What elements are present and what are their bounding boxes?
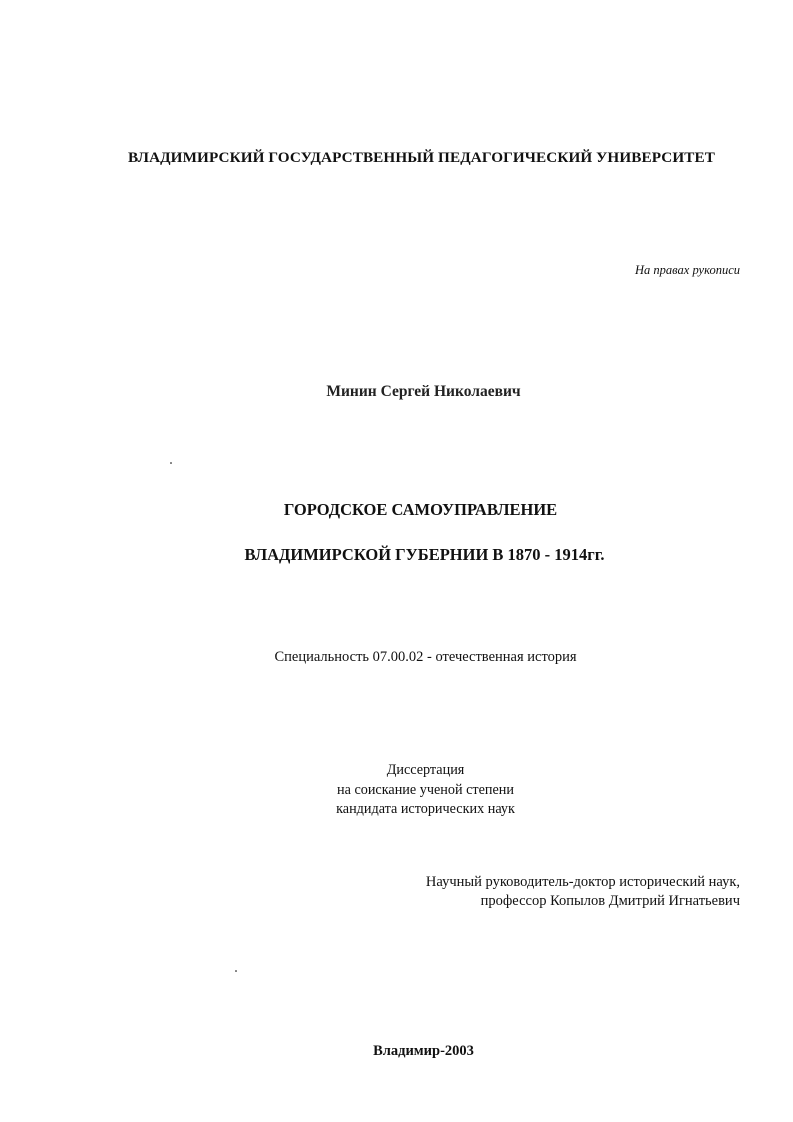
dissertation-line-3: кандидата исторических наук [336,801,515,817]
scan-speck [170,462,172,464]
supervisor-block [426,873,740,911]
dissertation-block [0,761,793,820]
dissertation-line-1: Диссертация [386,762,465,778]
dissertation-line-2: на соискание ученой степени [337,781,514,798]
university-name: ВЛАДИМИРСКИЙ ГОСУДАРСТВЕННЫЙ ПЕДАГОГИЧЕСКИЙ УНИВЕРСИТЕТ [128,149,715,166]
specialty: Специальность 07.00.02 - отечественная история [274,649,577,665]
rights-note: На правах рукописи [635,263,740,277]
thesis-title-line-2: ВЛАДИМИРСКОЙ ГУБЕРНИИ В 1870 - 1914гг. [244,545,605,564]
city-year: Владимир-2003 [373,1043,474,1059]
supervisor-line-1: Научный руководитель-доктор исторический наук, [425,874,740,890]
supervisor-line-2: профессор Копылов Дмитрий Игнатьевич [480,893,740,909]
thesis-title-line-1: ГОРОДСКОЕ САМОУПРАВЛЕНИЕ [283,500,558,519]
scan-speck [235,970,237,972]
author-name: Минин Сергей Николаевич [326,383,521,400]
